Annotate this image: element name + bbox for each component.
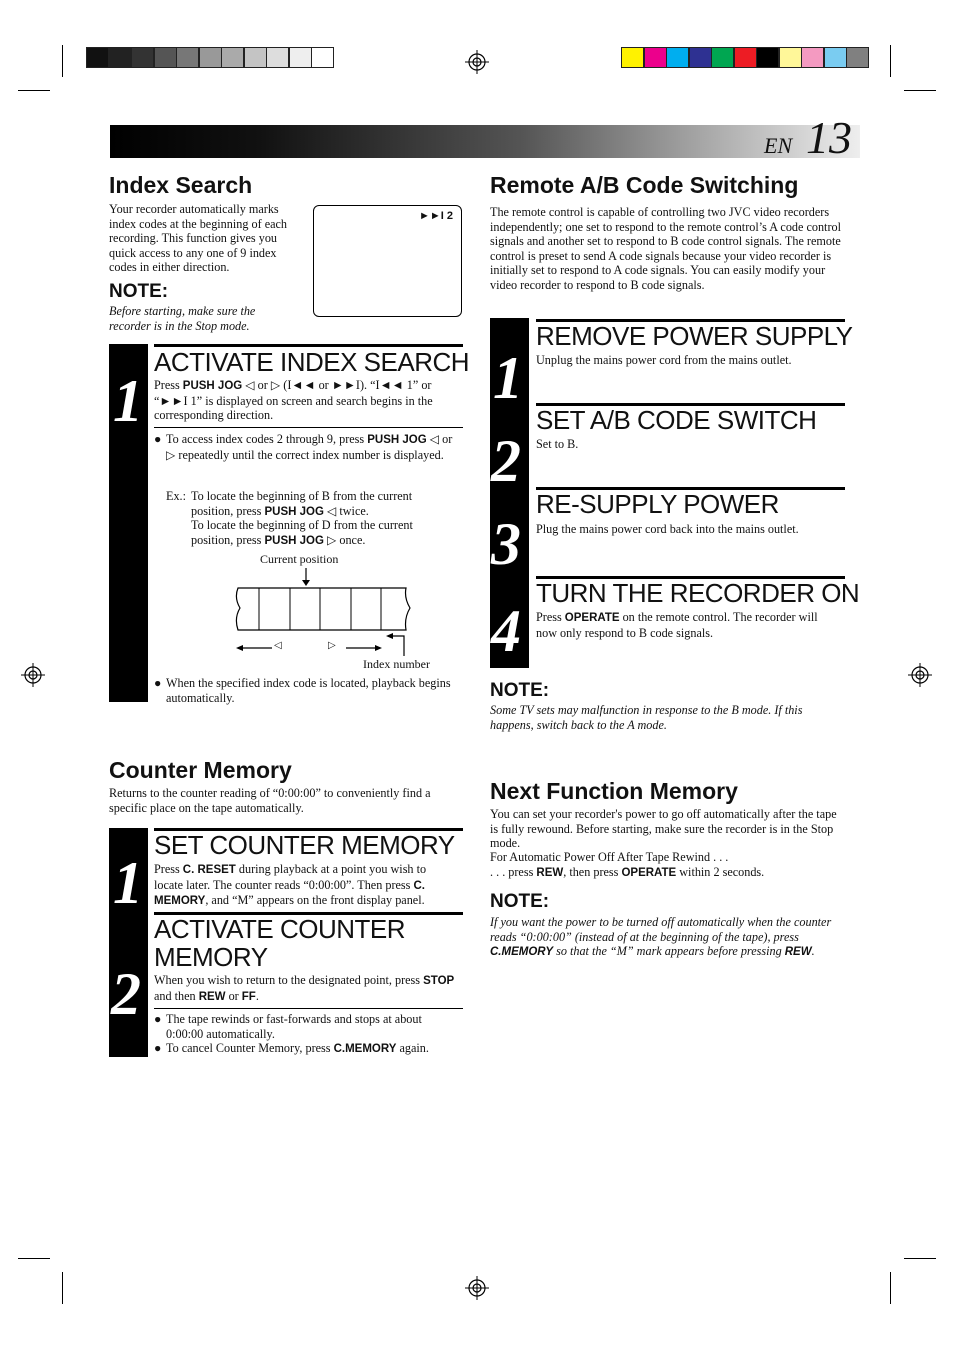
crop-mark [904,90,936,91]
remote-ab-note: Some TV sets may malfunction in response to the B mode. If this happens, switch back to the A mode. [490,703,803,732]
registration-mark-icon [465,50,489,74]
registration-mark-icon [465,1276,489,1300]
example-text-1: To locate the beginning of B from the current position, press PUSH JOG ◁ twice. [191,489,413,518]
crop-mark [890,1272,891,1304]
step-number: 2 [491,428,521,494]
calibration-swatch [711,47,734,68]
crop-mark [18,90,50,91]
counter-memory-intro: Returns to the counter reading of “0:00:00” to conveniently find a specific place on the tape automatically. [109,786,431,815]
crop-mark [904,1258,936,1259]
next-function-text: For Automatic Power Off After Tape Rewind . . . [490,850,729,864]
calibration-swatch [131,47,154,68]
left-arrow-icon: ◁ [274,640,282,651]
step-title-activate-counter-memory-1: ACTIVATE COUNTER [154,914,406,944]
step-text: Plug the mains power cord back into the mains outlet. [536,522,799,536]
crop-mark [62,1272,63,1304]
step-text: When you wish to return to the designated point, press STOP and then REW or FF. [154,973,455,1003]
index-number-label: Index number [363,657,430,671]
calibration-swatch [109,47,132,68]
step-text: Press C. RESET during playback at a point you wish to locate later. The counter reads “0:00:00”. Then press C. MEMORY, and “M” appears on the front display panel. [154,862,427,908]
remote-ab-intro: The remote control is capable of controlling two JVC video recorders independently; one set to respond to the remote control’s A code control signals and another set to respond to B code control signals. The remote control is preset to send A code signals because your video recorder is initially set to respond to A code signals. You can easily modify your video recorder to respond to B code signals. [490,205,841,292]
calibration-swatch [199,47,222,68]
step-text: Press PUSH JOG ◁ or ▷ (I◄◄ or ►►I). “I◄◄ 1” or “►►I 1” is displayed on screen and search begins in the corresponding direction. [154,378,433,423]
calibration-swatch [689,47,712,68]
index-search-note-label: NOTE: [109,281,169,302]
index-search-intro: Your recorder automatically marks index codes at the beginning of each recording. This function gives you quick access to any one of 9 index codes in either direction. [109,202,288,275]
step-title-activate-counter-memory-2: MEMORY [154,942,268,972]
next-function-note-label: NOTE: [490,891,550,912]
calibration-swatch [756,47,779,68]
counter-memory-title: Counter Memory [109,757,292,783]
step-text: Unplug the mains power cord from the mains outlet. [536,353,792,367]
calibration-swatch [666,47,689,68]
step-number: 3 [491,511,521,577]
step-bar [109,344,148,702]
registration-mark-icon [908,663,932,687]
index-search-title: Index Search [109,172,253,198]
step-text: Press OPERATE on the remote control. The recorder will now only respond to B code signals. [536,610,818,640]
calibration-swatch [779,47,802,68]
calibration-swatch [311,47,334,68]
crop-mark [890,45,891,77]
step-divider [154,427,463,428]
bullet-item: ● To access index codes 2 through 9, press PUSH JOG ◁ or ▷ repeatedly until the correct index number is displayed. [154,432,453,462]
calibration-swatch [824,47,847,68]
calibration-swatch [86,47,109,68]
index-search-note: Before starting, make sure the recorder is in the Stop mode. [109,304,256,333]
step-number: 1 [113,368,143,434]
right-arrow-icon: ▷ [328,640,336,651]
next-function-text: . . . press REW, then press OPERATE within 2 seconds. [490,865,765,879]
step-divider [154,1008,463,1009]
calibration-swatch [221,47,244,68]
bullet-item: ● The tape rewinds or fast-forwards and stops at about 0:00:00 automatically. [154,1012,422,1041]
step-bar [490,318,529,668]
calibration-swatch [244,47,267,68]
calibration-swatch [644,47,667,68]
calibration-swatch [289,47,312,68]
remote-ab-note-label: NOTE: [490,680,550,701]
registration-mark-icon [21,663,45,687]
calibration-swatch [801,47,824,68]
tv-screen-illustration [313,205,462,317]
next-function-note: If you want the power to be turned off automatically when the counter reads “0:00:00” (instead of at the beginning of the tape), press C.MEMORY so that the “M” mark appears before pressing REW. [490,915,832,959]
step-text: Set to B. [536,437,579,451]
tape-index-diagram [226,566,458,656]
step-number: 2 [111,961,141,1027]
crop-mark [18,1258,50,1259]
bullet-item: ● To cancel Counter Memory, press C.MEMORY again. [154,1041,429,1055]
step-number: 4 [491,598,521,664]
step-number: 1 [113,850,143,916]
calibration-swatch [154,47,177,68]
page-number: 13 [806,112,852,163]
calibration-swatch [734,47,757,68]
calibration-swatch [846,47,869,68]
screen-index-display: ►►I 2 [418,210,453,222]
step-title-activate-index-search: ACTIVATE INDEX SEARCH [154,347,470,377]
bullet-item: ● When the specified index code is located, playback begins automatically. [154,676,451,705]
next-function-text: You can set your recorder's power to go off automatically after the tape is fully rewound. Before starting, make sure the recorder is in the Stop mode. [490,807,837,851]
crop-mark [62,45,63,77]
current-position-label: Current position [260,552,339,566]
step-bar [109,828,148,1057]
step-title-remove-power-supply: REMOVE POWER SUPPLY [536,321,853,351]
header-banner [110,125,860,158]
calibration-swatch [176,47,199,68]
next-function-title: Next Function Memory [490,778,738,804]
step-title-set-ab-code-switch: SET A/B CODE SWITCH [536,405,817,435]
calibration-swatch [266,47,289,68]
step-title-re-supply-power: RE-SUPPLY POWER [536,489,779,519]
example-label: Ex.: [166,489,186,503]
step-number: 1 [493,345,523,411]
calibration-swatch [621,47,644,68]
step-title-set-counter-memory: SET COUNTER MEMORY [154,830,455,860]
step-title-turn-recorder-on: TURN THE RECORDER ON [536,578,860,608]
example-text-2: To locate the beginning of D from the current position, press PUSH JOG ▷ once. [191,518,413,547]
remote-ab-title: Remote A/B Code Switching [490,172,799,198]
language-label: EN [764,133,793,158]
